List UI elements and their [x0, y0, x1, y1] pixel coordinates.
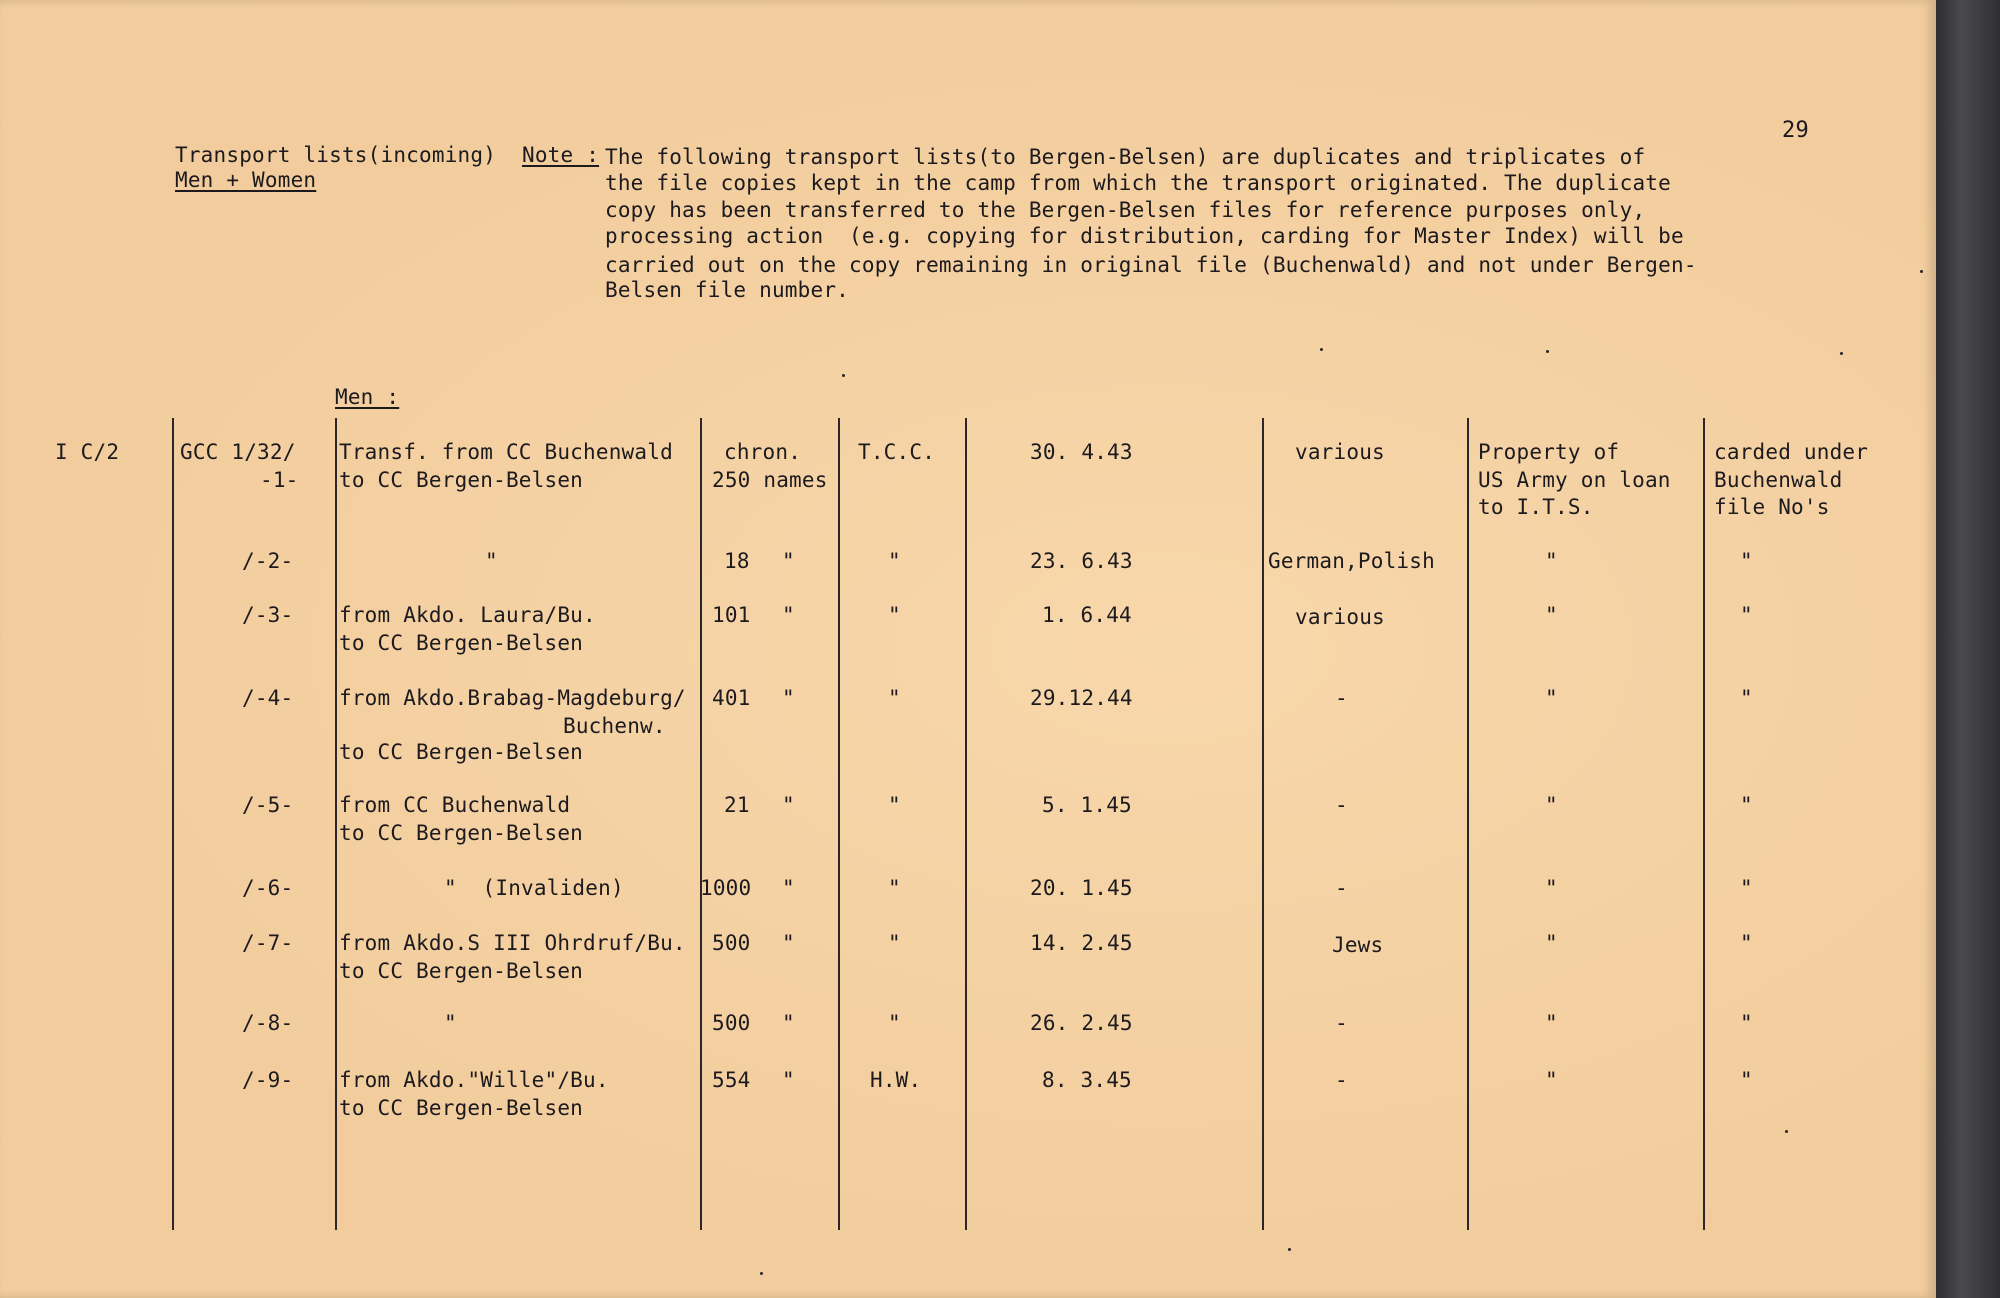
ditto: " [782, 931, 795, 955]
page-number: 29 [1782, 118, 1809, 143]
paper-speck [1785, 1130, 1788, 1133]
carded: " [1740, 793, 1753, 817]
property: " [1545, 793, 1558, 817]
note-line: processing action (e.g. copying for distribution, carding for Master Index) will be [605, 224, 1684, 248]
nationality: - [1335, 1011, 1348, 1035]
description: from CC Buchenwald [339, 793, 571, 817]
property: US Army on loan [1478, 468, 1671, 492]
nationality: Jews [1332, 933, 1384, 957]
description: " [444, 1011, 457, 1035]
carded: carded under [1714, 440, 1869, 464]
carded: " [1740, 1068, 1753, 1092]
paper-speck [1920, 270, 1923, 273]
source: " [888, 876, 901, 900]
property: " [1545, 686, 1558, 710]
count: 21 [724, 793, 750, 817]
note-line: carried out on the copy remaining in original file (Buchenwald) and not under Bergen- [605, 253, 1697, 277]
source: " [888, 686, 901, 710]
property: " [1545, 1068, 1558, 1092]
description: from Akdo."Wille"/Bu. [339, 1068, 609, 1092]
carded: Buchenwald [1714, 468, 1843, 492]
ditto: " [782, 603, 795, 627]
description: " (Invaliden) [444, 876, 624, 900]
ditto: " [782, 686, 795, 710]
carded: " [1740, 549, 1753, 573]
carded: " [1740, 1011, 1753, 1035]
paper-speck [1288, 1248, 1291, 1251]
ref-code: GCC 1/32/ [180, 440, 296, 464]
date: 1. 6.44 [1042, 603, 1132, 627]
date: 5. 1.45 [1042, 793, 1132, 817]
date: 30. 4.43 [1030, 440, 1133, 464]
ref-number: /-6- [242, 876, 294, 900]
note-line: Belsen file number. [605, 278, 850, 302]
count: 101 [712, 603, 751, 627]
source: " [888, 549, 901, 573]
property: " [1545, 931, 1558, 955]
property: " [1545, 603, 1558, 627]
count: 500 [712, 931, 751, 955]
paper-speck [842, 374, 845, 377]
count: 1000 [700, 876, 752, 900]
date: 8. 3.45 [1042, 1068, 1132, 1092]
column-rule [1262, 418, 1264, 1230]
description: Buchenw. [563, 714, 666, 738]
column-rule [335, 418, 337, 1230]
nationality: - [1335, 1068, 1348, 1092]
description: Transf. from CC Buchenwald [339, 440, 673, 464]
description: to CC Bergen-Belsen [339, 740, 584, 764]
property: Property of [1478, 440, 1620, 464]
paper-speck [1320, 348, 1323, 351]
nationality: - [1335, 686, 1348, 710]
description: to CC Bergen-Belsen [339, 468, 584, 492]
description: to CC Bergen-Belsen [339, 821, 584, 845]
note-line: the file copies kept in the camp from which the transport originated. The duplicate [605, 171, 1671, 195]
count: 18 [724, 549, 750, 573]
paper-speck [1546, 350, 1549, 353]
carded: " [1740, 876, 1753, 900]
nationality: German,Polish [1268, 549, 1435, 573]
date: 20. 1.45 [1030, 876, 1133, 900]
ref-number: /-4- [242, 686, 294, 710]
ditto: " [782, 1068, 795, 1092]
ref-number: /-3- [242, 603, 294, 627]
description: to CC Bergen-Belsen [339, 1096, 584, 1120]
ditto: " [782, 549, 795, 573]
paper-speck [1840, 352, 1843, 355]
source: H.W. [870, 1068, 922, 1092]
description: to CC Bergen-Belsen [339, 959, 584, 983]
ref-number: -1- [260, 468, 299, 492]
ref-number: /-2- [242, 549, 294, 573]
source: T.C.C. [858, 440, 936, 464]
property: " [1545, 1011, 1558, 1035]
carded: " [1740, 931, 1753, 955]
source: " [888, 793, 901, 817]
count: chron. [724, 440, 802, 464]
count: 500 [712, 1011, 751, 1035]
date: 23. 6.43 [1030, 549, 1133, 573]
date: 26. 2.45 [1030, 1011, 1133, 1035]
column-rule [172, 418, 174, 1230]
count: 401 [712, 686, 751, 710]
carded: " [1740, 603, 1753, 627]
property: " [1545, 876, 1558, 900]
ditto: " [782, 876, 795, 900]
ditto: " [782, 793, 795, 817]
paper-speck [760, 1272, 763, 1275]
ref-number: /-8- [242, 1011, 294, 1035]
carded: " [1740, 686, 1753, 710]
page-edge [1936, 0, 2000, 1298]
note-line: The following transport lists(to Bergen-Belsen) are duplicates and triplicates of [605, 145, 1646, 169]
property: " [1545, 549, 1558, 573]
date: 14. 2.45 [1030, 931, 1133, 955]
column-rule [700, 418, 702, 1230]
column-rule [965, 418, 967, 1230]
nationality: various [1295, 440, 1385, 464]
count: 250 names [712, 468, 828, 492]
ditto: " [782, 1011, 795, 1035]
source: " [888, 1011, 901, 1035]
description: to CC Bergen-Belsen [339, 631, 584, 655]
date: 29.12.44 [1030, 686, 1133, 710]
description: from Akdo.Brabag-Magdeburg/ [339, 686, 686, 710]
count: 554 [712, 1068, 751, 1092]
description: " [485, 549, 498, 573]
nationality: various [1295, 605, 1385, 629]
nationality: - [1335, 876, 1348, 900]
source: " [888, 603, 901, 627]
column-rule [1703, 418, 1705, 1230]
header-subtitle: Men + Women [175, 168, 317, 192]
description: from Akdo. Laura/Bu. [339, 603, 596, 627]
column-rule [838, 418, 840, 1230]
property: to I.T.S. [1478, 495, 1594, 519]
ref-number: /-9- [242, 1068, 294, 1092]
note-label: Note : [522, 143, 600, 167]
ref-number: /-7- [242, 931, 294, 955]
header-title: Transport lists(incoming) [175, 143, 497, 167]
category-code: I C/2 [55, 440, 120, 464]
nationality: - [1335, 793, 1348, 817]
section-label: Men : [335, 385, 400, 409]
ref-number: /-5- [242, 793, 294, 817]
description: from Akdo.S III Ohrdruf/Bu. [339, 931, 686, 955]
carded: file No's [1714, 495, 1830, 519]
column-rule [1467, 418, 1469, 1230]
note-line: copy has been transferred to the Bergen-Belsen files for reference purposes only, [605, 198, 1646, 222]
source: " [888, 931, 901, 955]
